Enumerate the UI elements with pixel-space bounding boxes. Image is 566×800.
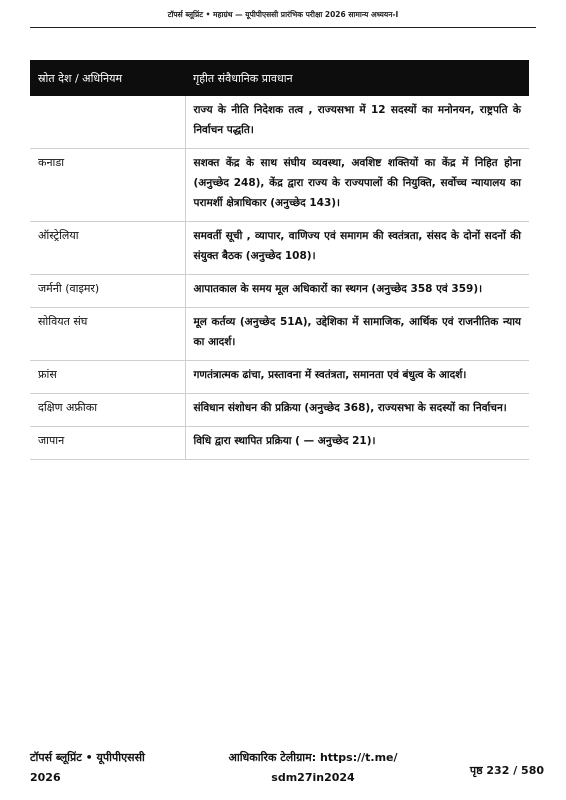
running-header: टॉपर्स ब्लूप्रिंट • महाग्रंथ — यूपीपीएससी प्रारंभिक परीक्षा 2026 सामान्य अध्ययन-I: [167, 10, 399, 19]
table-row: [30, 394, 529, 427]
table-row: [30, 96, 529, 149]
footer-telegram-link[interactable]: [198, 748, 428, 788]
provision-cell: विधि द्वारा स्थापित प्रक्रिया ( — अनुच्छेद 21)।: [185, 427, 529, 460]
source-country-cell: [30, 96, 185, 149]
column-header-provision: गृहीत संवैधानिक प्रावधान: [185, 60, 529, 96]
provisions-table: [30, 60, 529, 460]
provision-cell: सशक्त केंद्र के साथ संघीय व्यवस्था, अवशिष्ट शक्तियों का केंद्र में निहित होना (अनुच्छेद 248), केंद्र द्वारा राज्य के राज्यपालों की नियुक्ति, सर्वोच्च न्यायालय का परामर्शी क्षेत्राधिकार (अनुच्छेद 143)।: [185, 149, 529, 222]
table-row: [30, 427, 529, 460]
page-number: पृष्ठ 232 / 580: [469, 764, 544, 777]
table-row: [30, 308, 529, 361]
table-row: [30, 361, 529, 394]
table-row: [30, 222, 529, 275]
footer-telegram-line2: sdm27in2024: [271, 771, 355, 784]
source-country-cell: ऑस्ट्रेलिया: [30, 222, 185, 275]
header-divider: [30, 27, 536, 28]
footer-book-title-line1: टॉपर्स ब्लूप्रिंट • यूपीपीएससी: [30, 751, 145, 764]
source-country-cell: सोवियत संघ: [30, 308, 185, 361]
provision-cell: मूल कर्तव्य (अनुच्छेद 51A), उद्देशिका में सामाजिक, आर्थिक एवं राजनीतिक न्याय का आदर्श।: [185, 308, 529, 361]
provision-cell: संविधान संशोधन की प्रक्रिया (अनुच्छेद 368), राज्यसभा के सदस्यों का निर्वाचन।: [185, 394, 529, 427]
source-country-cell: फ्रांस: [30, 361, 185, 394]
footer-telegram-line1: आधिकारिक टेलीग्राम: https://t.me/: [228, 751, 398, 764]
provision-cell: आपातकाल के समय मूल अधिकारों का स्थगन (अनुच्छेद 358 एवं 359)।: [185, 275, 529, 308]
table-row: [30, 149, 529, 222]
source-country-cell: जापान: [30, 427, 185, 460]
footer-book-title-line2: 2026: [30, 771, 61, 784]
footer-book-title: [30, 748, 190, 788]
table-header-row: [30, 60, 529, 96]
source-country-cell: दक्षिण अफ्रीका: [30, 394, 185, 427]
column-header-source: स्रोत देश / अधिनियम: [30, 60, 185, 96]
source-country-cell: जर्मनी (वाइमर): [30, 275, 185, 308]
table-row: [30, 275, 529, 308]
source-country-cell: कनाडा: [30, 149, 185, 222]
provision-cell: राज्य के नीति निदेशक तत्व , राज्यसभा में 12 सदस्यों का मनोनयन, राष्ट्रपति के निर्वाचन पद्धति।: [185, 96, 529, 149]
provision-cell: गणतंत्रात्मक ढांचा, प्रस्तावना में स्वतंत्रता, समानता एवं बंधुत्व के आदर्श।: [185, 361, 529, 394]
provision-cell: समवर्ती सूची , व्यापार, वाणिज्य एवं समागम की स्वतंत्रता, संसद के दोनों सदनों की संयुक्त बैठक (अनुच्छेद 108)।: [185, 222, 529, 275]
